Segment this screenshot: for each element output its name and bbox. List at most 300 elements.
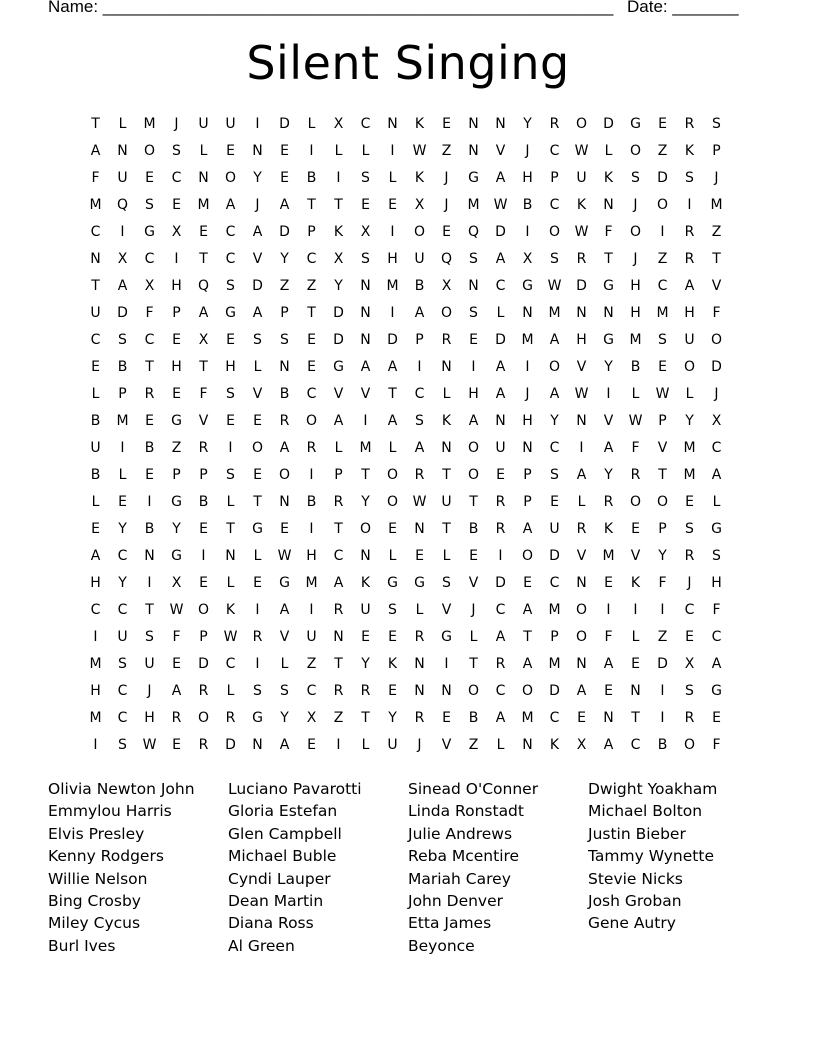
grid-letter[interactable]: E <box>469 331 478 348</box>
grid-letter[interactable]: E <box>388 520 397 537</box>
grid-letter[interactable]: G <box>441 628 452 645</box>
grid-letter[interactable]: E <box>388 682 397 699</box>
grid-letter[interactable]: C <box>549 439 560 456</box>
grid-letter[interactable]: M <box>305 574 318 591</box>
grid-letter[interactable]: W <box>655 385 670 402</box>
grid-letter[interactable]: F <box>658 574 667 591</box>
grid-letter[interactable]: Z <box>657 250 668 267</box>
grid-letter[interactable]: C <box>144 331 155 348</box>
grid-letter[interactable]: P <box>334 466 343 483</box>
grid-letter[interactable]: X <box>144 277 155 294</box>
grid-letter[interactable]: U <box>414 250 425 267</box>
grid-letter[interactable]: K <box>603 520 614 537</box>
grid-letter[interactable]: T <box>199 250 208 267</box>
grid-letter[interactable]: O <box>575 628 588 645</box>
grid-letter[interactable]: M <box>467 196 480 213</box>
grid-letter[interactable]: P <box>199 466 208 483</box>
grid-letter[interactable]: W <box>628 412 643 429</box>
grid-letter[interactable]: C <box>90 223 101 240</box>
grid-letter[interactable]: P <box>280 304 289 321</box>
grid-letter[interactable]: R <box>279 412 290 429</box>
grid-letter[interactable]: A <box>117 277 128 294</box>
grid-letter[interactable]: P <box>172 304 181 321</box>
grid-letter[interactable]: C <box>549 574 560 591</box>
grid-letter[interactable]: T <box>604 250 613 267</box>
grid-letter[interactable]: A <box>360 358 371 375</box>
grid-letter[interactable]: Y <box>280 709 289 726</box>
grid-letter[interactable]: X <box>711 412 722 429</box>
grid-letter[interactable]: E <box>145 466 154 483</box>
grid-letter[interactable]: E <box>550 493 559 510</box>
grid-letter[interactable]: I <box>606 385 611 402</box>
grid-letter[interactable]: Z <box>441 142 452 159</box>
grid-letter[interactable]: F <box>604 628 613 645</box>
grid-letter[interactable]: M <box>548 601 561 618</box>
grid-letter[interactable]: R <box>333 601 344 618</box>
grid-letter[interactable]: U <box>441 493 452 510</box>
grid-letter[interactable]: D <box>576 277 587 294</box>
grid-letter[interactable]: H <box>387 250 398 267</box>
grid-letter[interactable]: G <box>144 223 155 240</box>
grid-letter[interactable]: O <box>467 439 480 456</box>
grid-letter[interactable]: O <box>197 709 210 726</box>
grid-letter[interactable]: J <box>525 142 530 159</box>
grid-letter[interactable]: S <box>712 115 721 132</box>
grid-letter[interactable]: S <box>685 169 694 186</box>
grid-letter[interactable]: S <box>631 169 640 186</box>
grid-letter[interactable]: K <box>225 601 236 618</box>
grid-letter[interactable]: D <box>549 682 560 699</box>
grid-letter[interactable]: E <box>442 223 451 240</box>
grid-letter[interactable]: V <box>279 628 290 645</box>
grid-letter[interactable]: H <box>711 574 722 591</box>
grid-letter[interactable]: E <box>226 142 235 159</box>
grid-letter[interactable]: E <box>226 412 235 429</box>
grid-letter[interactable]: R <box>225 709 236 726</box>
grid-letter[interactable]: L <box>388 169 397 186</box>
grid-letter[interactable]: A <box>603 439 614 456</box>
grid-letter[interactable]: U <box>495 439 506 456</box>
grid-letter[interactable]: S <box>172 142 181 159</box>
grid-letter[interactable]: E <box>172 736 181 753</box>
grid-letter[interactable]: E <box>658 115 667 132</box>
grid-letter[interactable]: E <box>253 574 262 591</box>
grid-letter[interactable]: M <box>629 331 642 348</box>
grid-letter[interactable]: M <box>143 115 156 132</box>
grid-letter[interactable]: F <box>199 385 208 402</box>
grid-letter[interactable]: Y <box>172 520 181 537</box>
grid-letter[interactable]: F <box>712 736 721 753</box>
grid-letter[interactable]: E <box>199 223 208 240</box>
grid-letter[interactable]: A <box>495 169 506 186</box>
grid-letter[interactable]: A <box>225 196 236 213</box>
grid-letter[interactable]: O <box>278 466 291 483</box>
grid-letter[interactable]: J <box>174 115 179 132</box>
grid-letter[interactable]: N <box>495 115 506 132</box>
grid-letter[interactable]: Z <box>333 709 344 726</box>
grid-letter[interactable]: H <box>144 709 155 726</box>
grid-letter[interactable]: W <box>142 736 157 753</box>
grid-letter[interactable]: T <box>91 277 100 294</box>
grid-letter[interactable]: T <box>442 466 451 483</box>
grid-letter[interactable]: R <box>549 115 560 132</box>
grid-letter[interactable]: A <box>549 331 560 348</box>
grid-letter[interactable]: L <box>91 493 100 510</box>
grid-letter[interactable]: J <box>633 250 638 267</box>
grid-letter[interactable]: K <box>387 655 398 672</box>
grid-letter[interactable]: A <box>252 304 263 321</box>
grid-letter[interactable]: E <box>118 493 127 510</box>
grid-letter[interactable]: E <box>280 520 289 537</box>
grid-letter[interactable]: E <box>307 736 316 753</box>
grid-letter[interactable]: T <box>334 196 343 213</box>
grid-letter[interactable]: D <box>279 115 290 132</box>
grid-letter[interactable]: W <box>223 628 238 645</box>
grid-letter[interactable]: J <box>687 574 692 591</box>
grid-letter[interactable]: S <box>658 331 667 348</box>
grid-letter[interactable]: A <box>414 304 425 321</box>
grid-letter[interactable]: E <box>361 628 370 645</box>
grid-letter[interactable]: O <box>575 115 588 132</box>
grid-letter[interactable]: N <box>576 304 587 321</box>
grid-letter[interactable]: R <box>198 439 209 456</box>
grid-letter[interactable]: I <box>228 439 233 456</box>
grid-letter[interactable]: A <box>495 358 506 375</box>
grid-letter[interactable]: A <box>279 601 290 618</box>
grid-letter[interactable]: V <box>333 385 344 402</box>
grid-letter[interactable]: N <box>522 304 533 321</box>
grid-letter[interactable]: T <box>145 601 154 618</box>
grid-letter[interactable]: F <box>145 304 154 321</box>
grid-letter[interactable]: Z <box>306 655 317 672</box>
grid-letter[interactable]: W <box>547 277 562 294</box>
grid-letter[interactable]: T <box>226 520 235 537</box>
grid-letter[interactable]: L <box>307 115 316 132</box>
grid-letter[interactable]: C <box>414 385 425 402</box>
grid-letter[interactable]: E <box>307 358 316 375</box>
grid-letter[interactable]: A <box>522 520 533 537</box>
grid-letter[interactable]: B <box>630 358 641 375</box>
grid-letter[interactable]: H <box>90 574 101 591</box>
grid-letter[interactable]: T <box>361 466 370 483</box>
grid-letter[interactable]: Y <box>523 115 532 132</box>
grid-letter[interactable]: L <box>334 439 343 456</box>
grid-letter[interactable]: A <box>711 466 722 483</box>
grid-letter[interactable]: F <box>172 628 181 645</box>
grid-letter[interactable]: G <box>333 358 344 375</box>
grid-letter[interactable]: G <box>252 520 263 537</box>
grid-letter[interactable]: F <box>604 223 613 240</box>
grid-letter[interactable]: D <box>252 277 263 294</box>
grid-letter[interactable]: C <box>711 628 722 645</box>
grid-letter[interactable]: A <box>333 574 344 591</box>
grid-letter[interactable]: A <box>603 655 614 672</box>
grid-letter[interactable]: O <box>305 412 318 429</box>
grid-letter[interactable]: H <box>684 304 695 321</box>
grid-letter[interactable]: R <box>495 520 506 537</box>
grid-letter[interactable]: W <box>493 196 508 213</box>
grid-letter[interactable]: X <box>117 250 128 267</box>
grid-letter[interactable]: X <box>576 736 587 753</box>
grid-letter[interactable]: E <box>307 331 316 348</box>
grid-letter[interactable]: C <box>360 115 371 132</box>
grid-letter[interactable]: L <box>199 142 208 159</box>
grid-letter[interactable]: U <box>387 736 398 753</box>
grid-letter[interactable]: L <box>442 547 451 564</box>
grid-letter[interactable]: X <box>333 250 344 267</box>
grid-letter[interactable]: H <box>522 412 533 429</box>
grid-letter[interactable]: V <box>495 142 506 159</box>
grid-letter[interactable]: A <box>90 142 101 159</box>
grid-letter[interactable]: C <box>171 169 182 186</box>
grid-letter[interactable]: I <box>147 574 152 591</box>
grid-letter[interactable]: V <box>198 412 209 429</box>
grid-letter[interactable]: R <box>684 115 695 132</box>
grid-letter[interactable]: B <box>468 709 479 726</box>
grid-letter[interactable]: B <box>198 493 209 510</box>
grid-letter[interactable]: V <box>711 277 722 294</box>
grid-letter[interactable]: I <box>660 709 665 726</box>
grid-letter[interactable]: N <box>603 196 614 213</box>
grid-letter[interactable]: U <box>225 115 236 132</box>
grid-letter[interactable]: T <box>334 520 343 537</box>
grid-letter[interactable]: O <box>413 223 426 240</box>
grid-letter[interactable]: I <box>687 196 692 213</box>
grid-letter[interactable]: L <box>361 142 370 159</box>
grid-letter[interactable]: L <box>118 115 127 132</box>
grid-letter[interactable]: C <box>549 709 560 726</box>
grid-letter[interactable]: S <box>469 304 478 321</box>
grid-letter[interactable]: W <box>412 493 427 510</box>
grid-letter[interactable]: C <box>144 250 155 267</box>
grid-letter[interactable]: S <box>685 520 694 537</box>
grid-letter[interactable]: E <box>442 709 451 726</box>
grid-letter[interactable]: R <box>684 709 695 726</box>
grid-letter[interactable]: C <box>117 682 128 699</box>
grid-letter[interactable]: D <box>225 736 236 753</box>
grid-letter[interactable]: Y <box>280 250 289 267</box>
grid-letter[interactable]: C <box>495 601 506 618</box>
grid-letter[interactable]: G <box>171 547 182 564</box>
grid-letter[interactable]: R <box>576 520 587 537</box>
grid-letter[interactable]: M <box>89 196 102 213</box>
grid-letter[interactable]: O <box>386 466 399 483</box>
grid-letter[interactable]: C <box>684 601 695 618</box>
grid-letter[interactable]: L <box>388 547 397 564</box>
grid-letter[interactable]: T <box>388 385 397 402</box>
grid-letter[interactable]: S <box>415 412 424 429</box>
grid-letter[interactable]: O <box>521 547 534 564</box>
grid-letter[interactable]: V <box>603 412 614 429</box>
grid-letter[interactable]: S <box>226 277 235 294</box>
grid-letter[interactable]: T <box>334 655 343 672</box>
grid-letter[interactable]: A <box>90 547 101 564</box>
grid-letter[interactable]: E <box>172 385 181 402</box>
grid-letter[interactable]: Z <box>171 439 182 456</box>
grid-letter[interactable]: L <box>253 358 262 375</box>
grid-letter[interactable]: N <box>144 547 155 564</box>
grid-letter[interactable]: W <box>574 223 589 240</box>
grid-letter[interactable]: L <box>280 655 289 672</box>
grid-letter[interactable]: O <box>251 439 264 456</box>
grid-letter[interactable]: F <box>631 439 640 456</box>
grid-letter[interactable]: O <box>467 682 480 699</box>
grid-letter[interactable]: E <box>361 196 370 213</box>
grid-letter[interactable]: A <box>198 304 209 321</box>
grid-letter[interactable]: B <box>306 169 317 186</box>
grid-letter[interactable]: L <box>226 574 235 591</box>
grid-letter[interactable]: O <box>656 196 669 213</box>
grid-letter[interactable]: A <box>387 358 398 375</box>
grid-letter[interactable]: E <box>280 142 289 159</box>
grid-letter[interactable]: N <box>603 709 614 726</box>
grid-letter[interactable]: L <box>91 385 100 402</box>
grid-letter[interactable]: X <box>522 250 533 267</box>
grid-letter[interactable]: L <box>712 493 721 510</box>
grid-letter[interactable]: R <box>684 223 695 240</box>
grid-letter[interactable]: X <box>684 655 695 672</box>
grid-letter[interactable]: Y <box>604 358 613 375</box>
grid-letter[interactable]: O <box>386 493 399 510</box>
grid-letter[interactable]: N <box>117 142 128 159</box>
grid-letter[interactable]: S <box>280 331 289 348</box>
grid-letter[interactable]: L <box>685 385 694 402</box>
grid-letter[interactable]: D <box>711 358 722 375</box>
grid-letter[interactable]: E <box>172 196 181 213</box>
grid-letter[interactable]: D <box>279 223 290 240</box>
grid-letter[interactable]: A <box>495 385 506 402</box>
grid-letter[interactable]: L <box>334 142 343 159</box>
grid-letter[interactable]: A <box>414 439 425 456</box>
grid-letter[interactable]: B <box>414 277 425 294</box>
grid-letter[interactable]: N <box>495 412 506 429</box>
grid-letter[interactable]: R <box>144 385 155 402</box>
grid-letter[interactable]: X <box>414 196 425 213</box>
grid-letter[interactable]: H <box>171 358 182 375</box>
grid-letter[interactable]: A <box>279 736 290 753</box>
grid-letter[interactable]: T <box>91 115 100 132</box>
grid-letter[interactable]: A <box>387 412 398 429</box>
grid-letter[interactable]: N <box>414 520 425 537</box>
grid-letter[interactable]: E <box>253 412 262 429</box>
grid-letter[interactable]: V <box>576 358 587 375</box>
grid-letter[interactable]: U <box>684 331 695 348</box>
grid-letter[interactable]: I <box>525 223 530 240</box>
grid-letter[interactable]: J <box>714 385 719 402</box>
grid-letter[interactable]: C <box>711 439 722 456</box>
grid-letter[interactable]: N <box>387 115 398 132</box>
grid-letter[interactable]: W <box>277 547 292 564</box>
grid-letter[interactable]: A <box>468 412 479 429</box>
grid-letter[interactable]: R <box>495 655 506 672</box>
grid-letter[interactable]: N <box>333 628 344 645</box>
grid-letter[interactable]: N <box>360 277 371 294</box>
grid-letter[interactable]: I <box>363 412 368 429</box>
grid-letter[interactable]: B <box>144 520 155 537</box>
grid-letter[interactable]: V <box>252 250 263 267</box>
grid-letter[interactable]: N <box>198 169 209 186</box>
grid-letter[interactable]: N <box>414 655 425 672</box>
grid-letter[interactable]: N <box>360 331 371 348</box>
grid-letter[interactable]: N <box>630 682 641 699</box>
grid-letter[interactable]: J <box>714 169 719 186</box>
grid-letter[interactable]: M <box>548 304 561 321</box>
grid-letter[interactable]: O <box>656 493 669 510</box>
grid-letter[interactable]: Z <box>468 736 479 753</box>
grid-letter[interactable]: S <box>712 547 721 564</box>
grid-letter[interactable]: N <box>252 142 263 159</box>
grid-letter[interactable]: V <box>252 385 263 402</box>
grid-letter[interactable]: A <box>495 250 506 267</box>
grid-letter[interactable]: N <box>225 547 236 564</box>
grid-letter[interactable]: E <box>712 709 721 726</box>
grid-letter[interactable]: G <box>252 709 263 726</box>
grid-letter[interactable]: Y <box>361 493 370 510</box>
grid-letter[interactable]: K <box>414 115 425 132</box>
grid-letter[interactable]: I <box>147 493 152 510</box>
grid-letter[interactable]: R <box>171 709 182 726</box>
grid-letter[interactable]: T <box>658 466 667 483</box>
grid-letter[interactable]: G <box>630 115 641 132</box>
grid-letter[interactable]: D <box>495 223 506 240</box>
grid-letter[interactable]: N <box>90 250 101 267</box>
grid-letter[interactable]: E <box>469 547 478 564</box>
grid-letter[interactable]: E <box>685 628 694 645</box>
grid-letter[interactable]: A <box>279 439 290 456</box>
grid-letter[interactable]: E <box>280 169 289 186</box>
grid-letter[interactable]: N <box>279 358 290 375</box>
grid-letter[interactable]: C <box>495 277 506 294</box>
grid-letter[interactable]: A <box>711 655 722 672</box>
grid-letter[interactable]: R <box>684 250 695 267</box>
grid-letter[interactable]: F <box>91 169 100 186</box>
grid-letter[interactable]: V <box>441 736 452 753</box>
grid-letter[interactable]: K <box>684 142 695 159</box>
grid-letter[interactable]: M <box>710 196 723 213</box>
grid-letter[interactable]: C <box>549 196 560 213</box>
grid-letter[interactable]: O <box>467 466 480 483</box>
grid-letter[interactable]: U <box>117 169 128 186</box>
grid-letter[interactable]: I <box>525 358 530 375</box>
grid-letter[interactable]: N <box>522 439 533 456</box>
grid-letter[interactable]: R <box>198 736 209 753</box>
grid-letter[interactable]: R <box>414 628 425 645</box>
grid-letter[interactable]: T <box>199 358 208 375</box>
grid-letter[interactable]: L <box>631 628 640 645</box>
grid-letter[interactable]: O <box>575 601 588 618</box>
grid-letter[interactable]: G <box>279 574 290 591</box>
grid-letter[interactable]: K <box>414 169 425 186</box>
grid-letter[interactable]: H <box>306 547 317 564</box>
grid-letter[interactable]: X <box>441 277 452 294</box>
grid-letter[interactable]: S <box>685 682 694 699</box>
grid-letter[interactable]: C <box>90 331 101 348</box>
grid-letter[interactable]: N <box>441 439 452 456</box>
grid-letter[interactable]: C <box>306 385 317 402</box>
grid-letter[interactable]: K <box>576 196 587 213</box>
grid-letter[interactable]: O <box>629 223 642 240</box>
grid-letter[interactable]: E <box>577 709 586 726</box>
grid-letter[interactable]: G <box>171 493 182 510</box>
grid-letter[interactable]: E <box>145 412 154 429</box>
grid-letter[interactable]: E <box>604 574 613 591</box>
grid-letter[interactable]: R <box>414 466 425 483</box>
grid-letter[interactable]: C <box>549 142 560 159</box>
grid-letter[interactable]: P <box>658 520 667 537</box>
grid-letter[interactable]: M <box>386 277 399 294</box>
grid-letter[interactable]: U <box>144 655 155 672</box>
grid-letter[interactable]: L <box>469 628 478 645</box>
